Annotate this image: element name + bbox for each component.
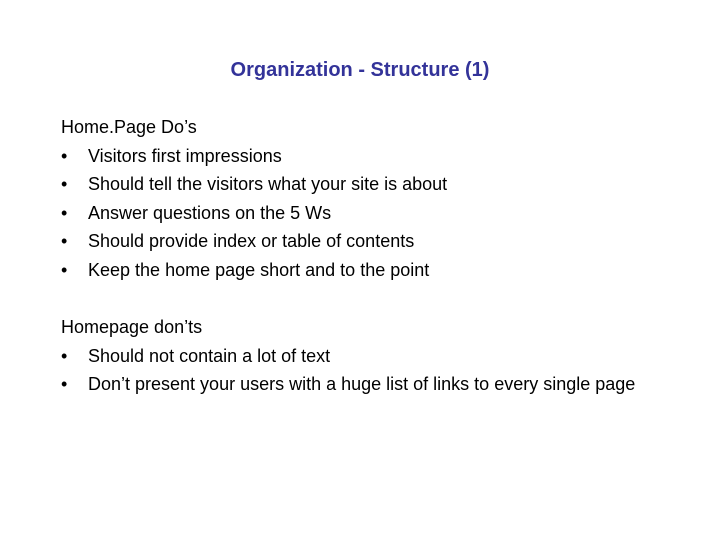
bullet-icon: •	[61, 345, 68, 366]
bullet-icon: •	[61, 374, 68, 395]
list-item-text: Should not contain a lot of text	[88, 345, 331, 366]
list-item	[61, 227, 671, 256]
section-heading-donts: Homepage don’ts	[61, 317, 203, 338]
list-item-text: Should tell the visitors what your site is about	[88, 174, 448, 195]
list-item-text: Don’t present your users with a huge list of links to every single page	[88, 374, 636, 395]
bullet-list-donts	[61, 342, 671, 399]
section-heading-dos: Home.Page Do’s	[61, 117, 197, 137]
list-item	[61, 142, 671, 171]
list-item	[61, 342, 671, 371]
list-item	[61, 199, 671, 228]
section-spacer	[61, 285, 671, 314]
list-item-text: Visitors first impressions	[88, 145, 282, 166]
bullet-icon: •	[61, 174, 68, 195]
list-item	[61, 170, 671, 199]
bullet-icon: •	[61, 202, 68, 223]
bullet-list-dos	[61, 142, 671, 285]
bullet-icon: •	[61, 145, 68, 166]
section-donts	[61, 313, 671, 399]
list-item	[61, 256, 671, 285]
slide-title: Organization - Structure (1)	[230, 59, 490, 81]
section-dos	[61, 113, 671, 285]
list-item	[61, 370, 671, 399]
slide-body	[61, 113, 671, 399]
bullet-icon: •	[61, 259, 68, 280]
list-item-text: Answer questions on the 5 Ws	[88, 202, 332, 223]
list-item-text: Should provide index or table of contents	[88, 231, 415, 252]
bullet-icon: •	[61, 231, 68, 252]
list-item-text: Keep the home page short and to the point	[88, 259, 430, 280]
